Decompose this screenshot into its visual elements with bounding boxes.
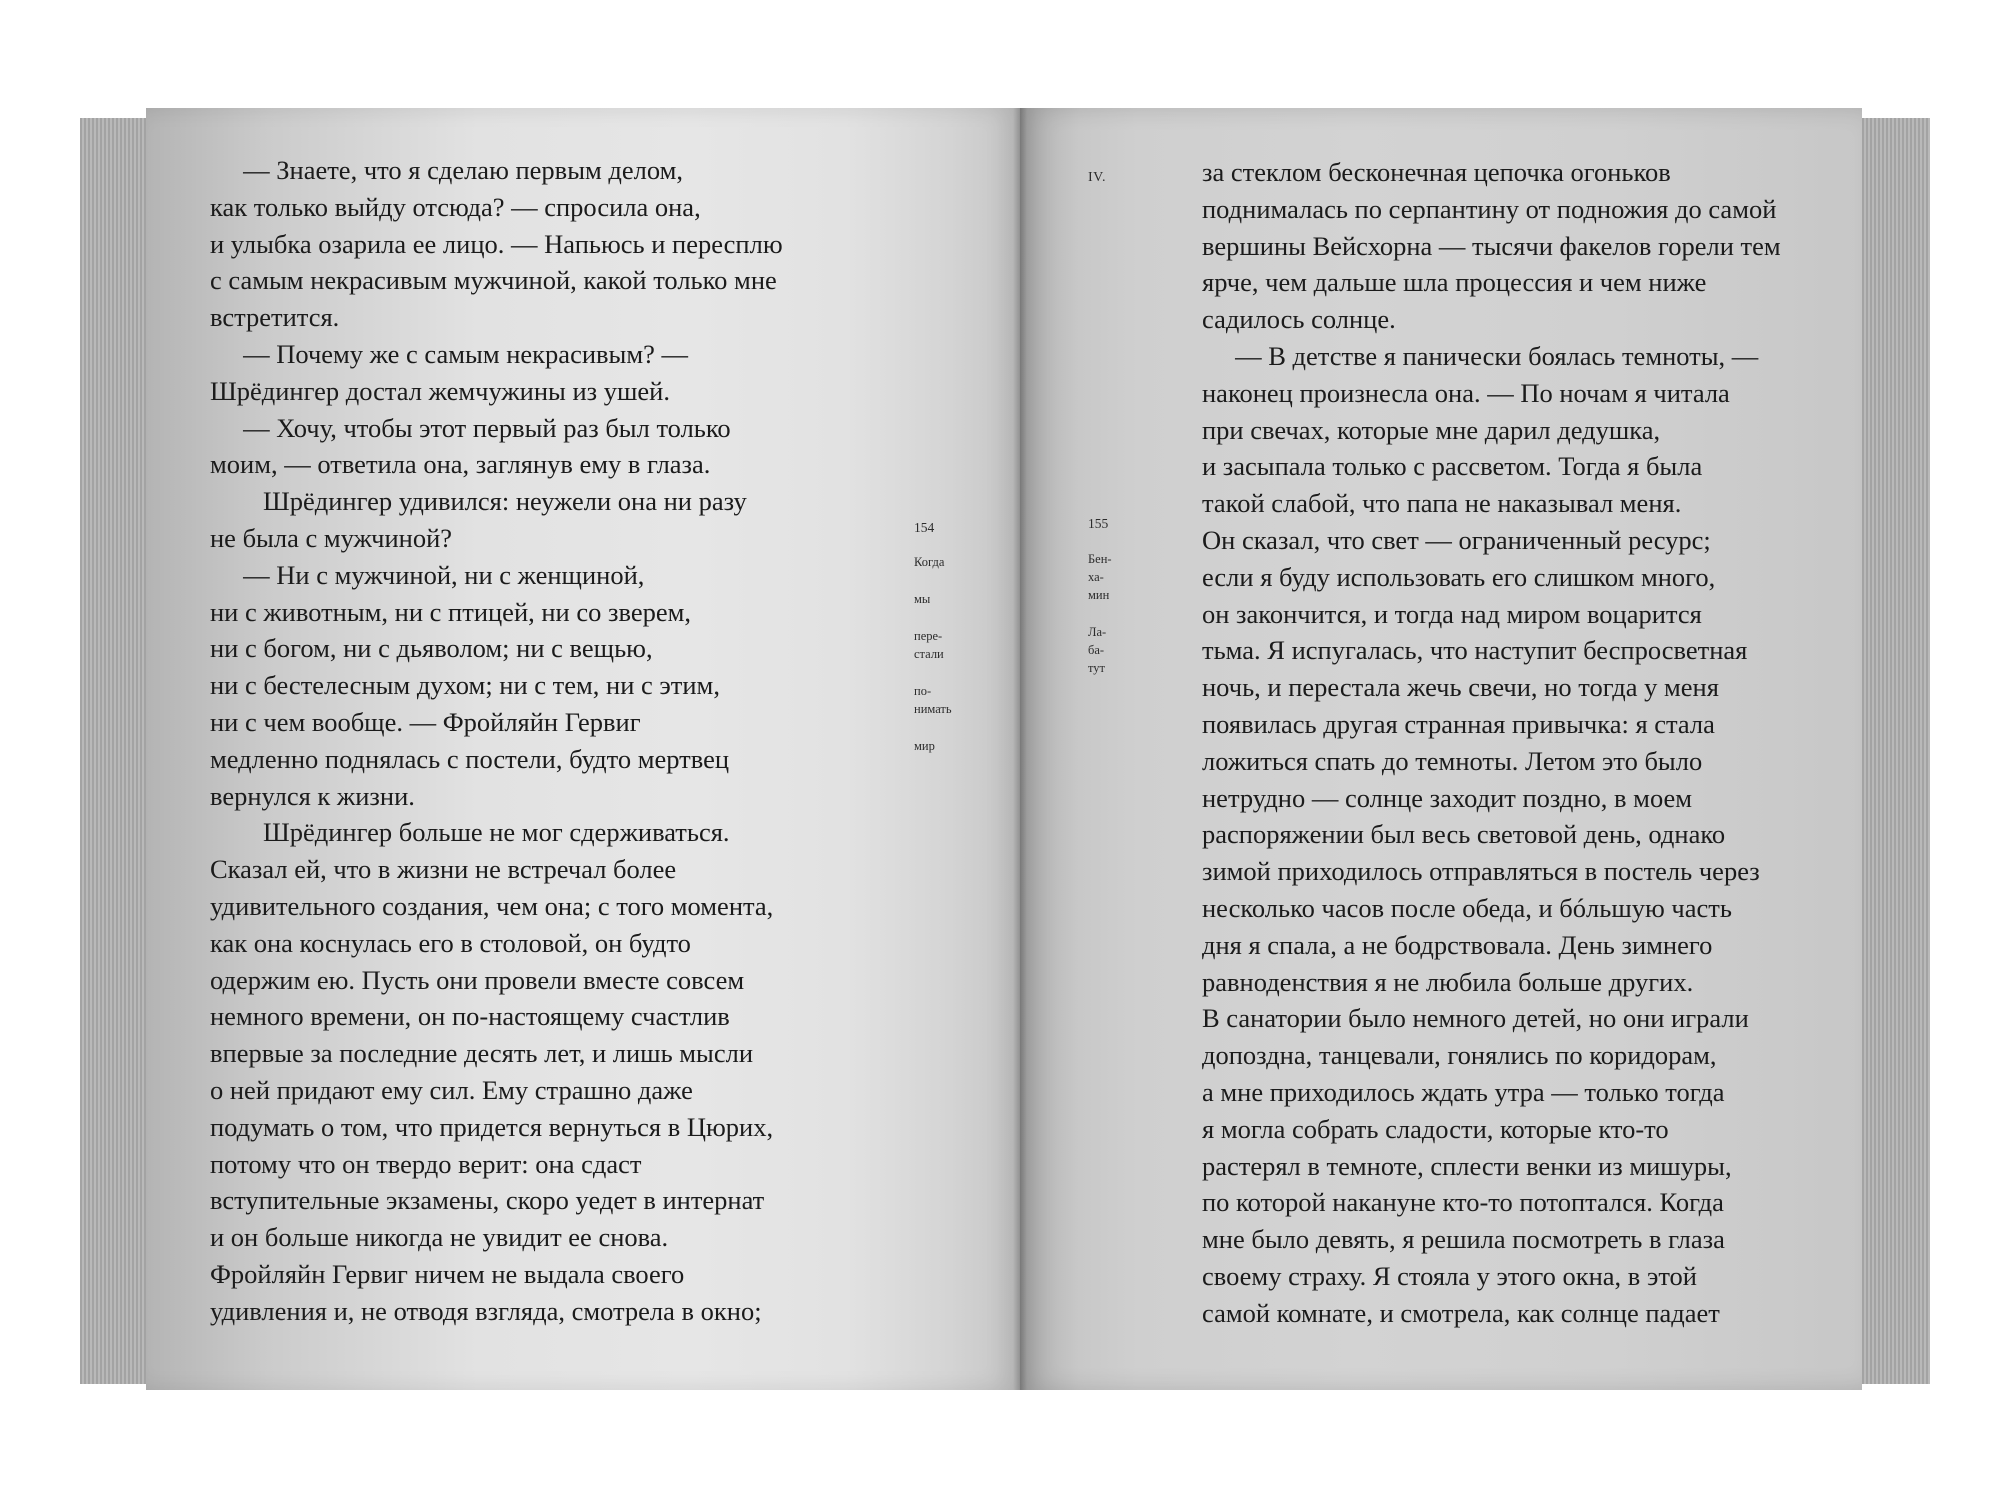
text-line: — Знаете, что я сделаю первым делом, [210, 155, 684, 185]
text-line: о ней придают ему сил. Ему страшно даже [210, 1074, 693, 1105]
text-line: за стеклом бесконечная цепочка огоньков [1202, 157, 1671, 187]
text-line: вступительные экзамены, скоро уедет в интернат [210, 1185, 765, 1216]
text-line: не была с мужчиной? [210, 522, 453, 553]
text-line: появилась другая странная привычка: я стала [1202, 708, 1715, 739]
running-head-part: пере- [914, 629, 943, 643]
text-line: Шрёдингер больше не мог сдерживаться. [210, 817, 730, 848]
left-page [146, 108, 1020, 1390]
text-line: дня я спала, а не бодрствовала. День зимнего [1202, 929, 1713, 960]
right-page [1020, 108, 1862, 1390]
text-line: с самым некрасивым мужчиной, какой только мне [210, 265, 777, 296]
chapter-number: IV. [1088, 170, 1106, 185]
text-line: поднималась по серпантину от подножия до самой [1202, 193, 1777, 224]
running-head-part: по- [914, 684, 932, 698]
text-line: своему страху. Я стояла у этого окна, в этой [1202, 1260, 1697, 1291]
text-line: потому что он твердо верит: она сдаст [210, 1148, 642, 1179]
text-line: Шрёдингер достал жемчужины из ушей. [210, 375, 670, 406]
text-line: вернулся к жизни. [210, 780, 415, 811]
text-line: одержим ею. Пусть они провели вместе совсем [210, 964, 745, 995]
running-head-part: ха- [1088, 570, 1104, 584]
running-head-part: мин [1088, 588, 1110, 602]
text-line: встретится. [210, 302, 340, 333]
text-line: моим, — ответила она, заглянув ему в глаза. [210, 449, 711, 480]
text-line: Сказал ей, что в жизни не встречал более [210, 854, 677, 885]
text-line: зимой приходилось отправляться в постель через [1202, 856, 1760, 887]
text-line: ни с животным, ни с птицей, ни со зверем, [210, 596, 691, 627]
right-page-text [1202, 154, 1781, 1332]
page-number-right: 155 [1088, 516, 1109, 531]
running-head-right [1088, 550, 1112, 696]
text-line: тьма. Я испугалась, что наступит беспросветная [1202, 635, 1748, 666]
text-line: как только выйду отсюда? — спросила она, [210, 191, 701, 222]
text-line: при свечах, которые мне дарил дедушка, [1202, 414, 1661, 445]
text-line: В санатории было немного детей, но они играли [1202, 1003, 1749, 1034]
running-head-part: мы [914, 592, 931, 606]
running-head-word [914, 682, 952, 718]
text-line: ярче, чем дальше шла процессия и чем ниже [1202, 267, 1707, 298]
book-gutter [1013, 108, 1027, 1390]
text-line: и он больше никогда не увидит ее снова. [210, 1222, 669, 1253]
running-head-word [914, 737, 952, 755]
text-line: — Хочу, чтобы этот первый раз был только [210, 412, 731, 443]
text-line: — Почему же с самым некрасивым? — [210, 338, 688, 369]
text-line: немного времени, он по-настоящему счастлив [210, 1001, 730, 1032]
text-line: равноденствия я не любила больше других. [1202, 966, 1694, 997]
running-head-word [914, 627, 952, 663]
text-line: ложиться спать до темноты. Летом это было [1202, 745, 1703, 776]
running-head-part: Бен- [1088, 552, 1112, 566]
text-line: подумать о том, что придется вернуться в Цюрих, [210, 1111, 774, 1142]
running-head-part: стали [914, 647, 944, 661]
text-line: медленно поднялась с постели, будто мертвец [210, 743, 730, 774]
text-line: — В детстве я панически боялась темноты, — [1202, 340, 1759, 371]
text-line: Фройляйн Гервиг ничем не выдала своего [210, 1258, 685, 1289]
text-line: наконец произнесла она. — По ночам я читала [1202, 377, 1730, 408]
text-line: допоздна, танцевали, гонялись по коридорам, [1202, 1040, 1717, 1071]
text-line: если я буду использовать его слишком много, [1202, 561, 1716, 592]
text-line: садилось солнце. [1202, 304, 1396, 335]
left-page-text [210, 152, 783, 1330]
text-line: удивления и, не отводя взгляда, смотрела в окно; [210, 1295, 762, 1326]
page-edges-left [80, 118, 148, 1384]
text-line: а мне приходилось ждать утра — только тогда [1202, 1076, 1725, 1107]
running-head-word [1088, 550, 1112, 604]
text-line: нетрудно — солнце заходит поздно, в моем [1202, 782, 1693, 813]
running-head-word [914, 590, 952, 608]
text-line: ни с чем вообще. — Фройляйн Гервиг [210, 706, 641, 737]
running-head-part: мир [914, 739, 935, 753]
running-head-left [914, 553, 952, 774]
text-line: — Ни с мужчиной, ни с женщиной, [210, 559, 645, 590]
text-line: ни с бестелесным духом; ни с тем, ни с этим, [210, 670, 720, 701]
text-line: ночь, и перестала жечь свечи, но тогда у меня [1202, 672, 1719, 703]
text-line: удивительного создания, чем она; с того момента, [210, 890, 774, 921]
page-edges-right [1858, 118, 1930, 1384]
text-line: впервые за последние десять лет, и лишь мысли [210, 1038, 754, 1069]
text-line: и засыпала только с рассветом. Тогда я была [1202, 451, 1703, 482]
text-line: и улыбка озарила ее лицо. — Напьюсь и пересплю [210, 228, 783, 259]
text-line: ни с богом, ни с дьяволом; ни с вещью, [210, 633, 653, 664]
text-line: как она коснулась его в столовой, он будто [210, 927, 691, 958]
text-line: я могла собрать сладости, которые кто-то [1202, 1113, 1669, 1144]
running-head-part: нимать [914, 702, 952, 716]
text-line: он закончится, и тогда над миром воцарится [1202, 598, 1702, 629]
text-line: Шрёдингер удивился: неужели она ни разу [210, 486, 747, 517]
text-line: по которой накануне кто-то потоптался. Когда [1202, 1187, 1724, 1218]
text-line: несколько часов после обеда, и бóльшую часть [1202, 892, 1732, 923]
page-number-left: 154 [914, 520, 935, 535]
text-line: Он сказал, что свет — ограниченный ресурс; [1202, 524, 1711, 555]
text-line: мне было девять, я решила посмотреть в глаза [1202, 1224, 1725, 1255]
running-head-part: ба- [1088, 643, 1105, 657]
text-line: самой комнате, и смотрела, как солнце падает [1202, 1297, 1720, 1328]
text-line: вершины Вейсхорна — тысячи факелов горели тем [1202, 230, 1781, 261]
running-head-word [914, 553, 952, 571]
running-head-part: тут [1088, 661, 1106, 675]
running-head-part: Ла- [1088, 625, 1107, 639]
running-head-word [1088, 623, 1112, 677]
text-line: такой слабой, что папа не наказывал меня. [1202, 488, 1682, 519]
text-line: растерял в темноте, сплести венки из мишуры, [1202, 1150, 1732, 1181]
running-head-part: Когда [914, 555, 945, 569]
text-line: распоряжении был весь световой день, однако [1202, 819, 1726, 850]
